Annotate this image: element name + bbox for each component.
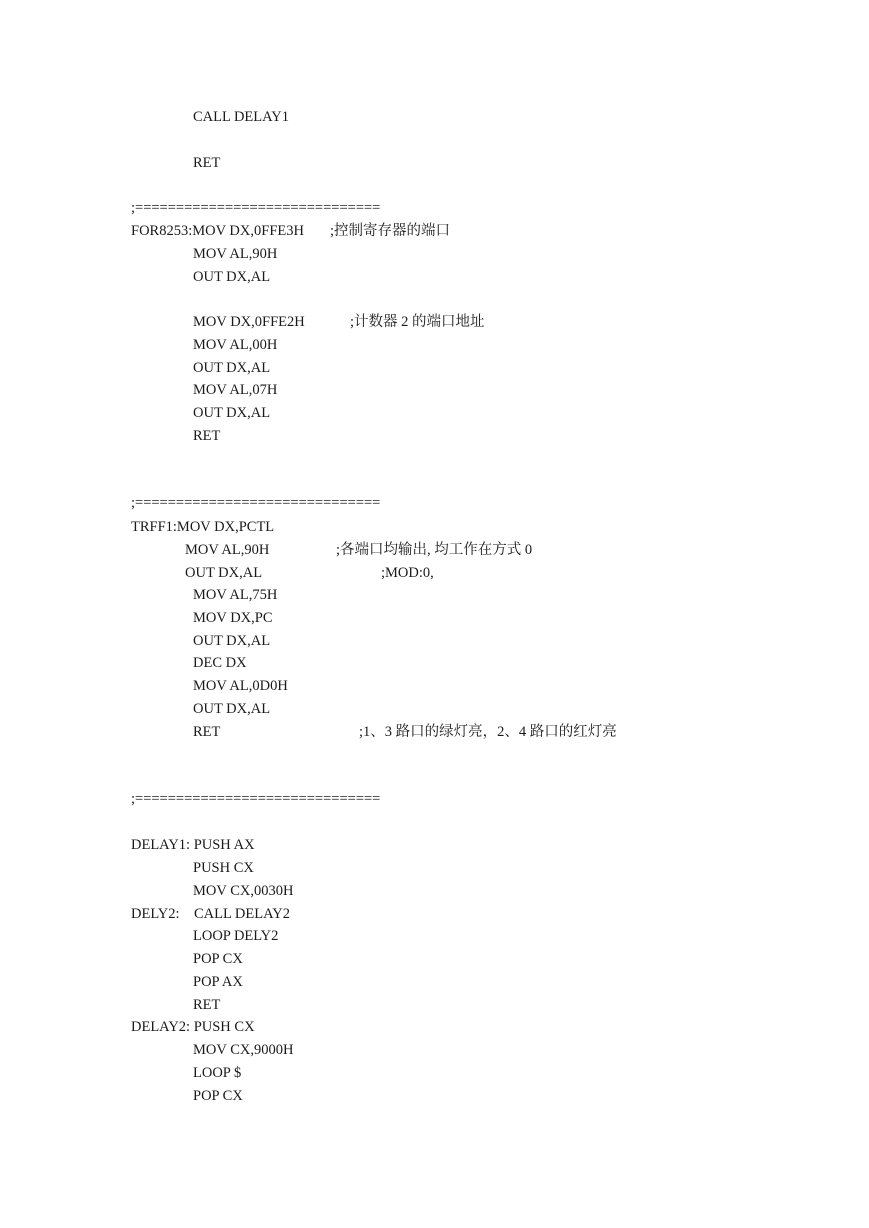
code-line: CALL DELAY1 [193, 109, 289, 125]
code-line: LOOP DELY2 [193, 928, 279, 944]
code-line: MOV DX,0FFE2H [193, 314, 305, 330]
code-comment: ;MOD:0, [381, 565, 434, 581]
code-line: MOV AL,0D0H [193, 678, 288, 694]
code-line: OUT DX,AL [193, 360, 271, 376]
code-line: FOR8253:MOV DX,0FFE3H [131, 223, 304, 239]
code-line: MOV CX,9000H [193, 1042, 294, 1058]
code-line: POP AX [193, 974, 243, 990]
code-comment: ;计数器 2 的端口地址 [350, 314, 485, 330]
code-line: DEC DX [193, 655, 247, 671]
separator-comment: ;============================== [131, 791, 381, 807]
code-line: OUT DX,AL [193, 701, 271, 717]
code-line: RET [193, 428, 221, 444]
code-line: OUT DX,AL [193, 405, 271, 421]
code-comment: ;各端口均输出, 均工作在方式 0 [336, 542, 533, 558]
code-line: DELY2: CALL DELAY2 [131, 906, 290, 922]
code-line: OUT DX,AL [193, 633, 271, 649]
code-line: MOV CX,0030H [193, 883, 294, 899]
separator-comment: ;============================== [131, 200, 381, 216]
code-line: OUT DX,AL [185, 565, 263, 581]
code-line: PUSH CX [193, 860, 254, 876]
code-line: DELAY1: PUSH AX [131, 837, 255, 853]
code-line: MOV AL,90H [185, 542, 270, 558]
code-line: MOV AL,90H [193, 246, 278, 262]
code-line: DELAY2: PUSH CX [131, 1019, 255, 1035]
code-comment: ;控制寄存器的端口 [330, 223, 451, 239]
code-line: RET [193, 724, 221, 740]
code-line: MOV AL,00H [193, 337, 278, 353]
code-line: POP CX [193, 951, 243, 967]
code-line: MOV AL,07H [193, 382, 278, 398]
code-line: POP CX [193, 1088, 243, 1104]
code-comment: ;1、3 路口的绿灯亮，2、4 路口的红灯亮 [359, 724, 617, 740]
code-line: OUT DX,AL [193, 269, 271, 285]
code-line: MOV DX,PC [193, 610, 273, 626]
code-line: MOV AL,75H [193, 587, 278, 603]
code-line: RET [193, 155, 221, 171]
separator-comment: ;============================== [131, 495, 381, 511]
code-line: TRFF1:MOV DX,PCTL [131, 519, 275, 535]
code-line: LOOP $ [193, 1065, 242, 1081]
code-line: RET [193, 997, 221, 1013]
